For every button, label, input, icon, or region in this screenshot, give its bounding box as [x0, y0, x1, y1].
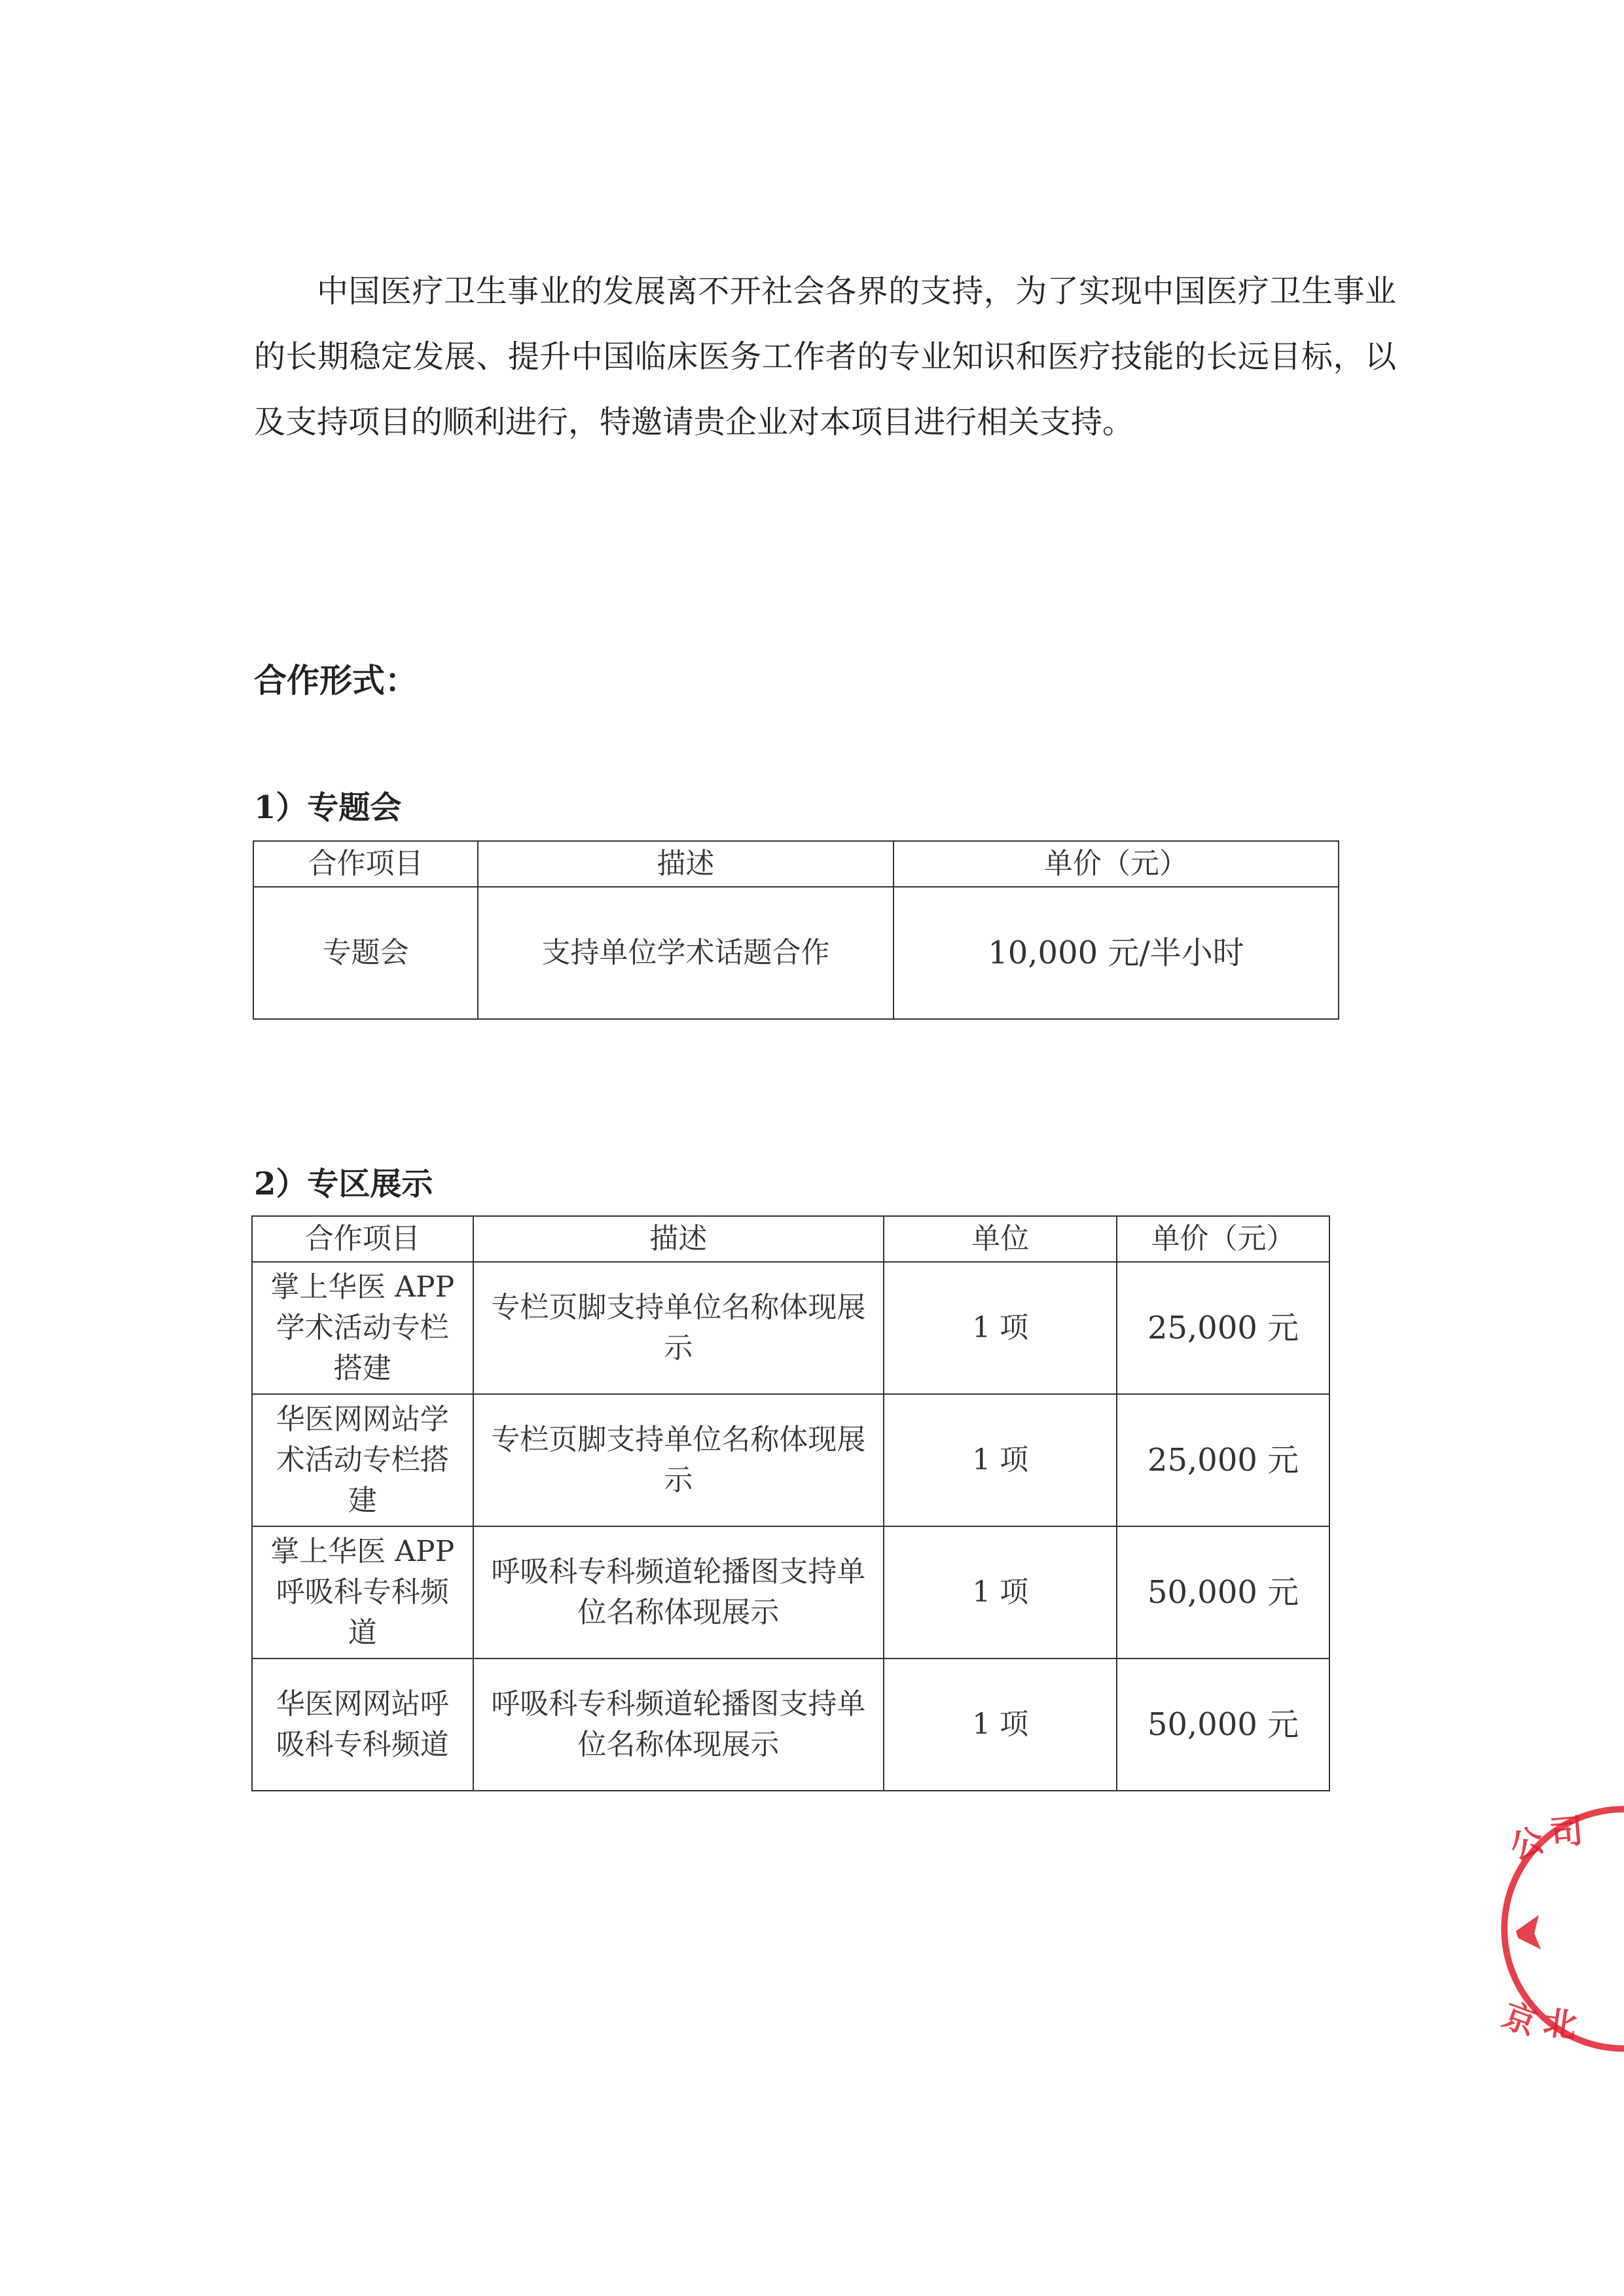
header-cell-desc: 描述: [478, 841, 893, 887]
cell-price: 50,000 元: [1117, 1659, 1329, 1791]
svg-text:北: 北: [1541, 2002, 1579, 2046]
table-row: [252, 1659, 1329, 1791]
table-header-row: [253, 841, 1339, 887]
topic-meeting-table: [253, 840, 1339, 1020]
cell-item: 专题会: [253, 887, 478, 1019]
cell-price: 50,000 元: [1117, 1526, 1329, 1659]
svg-text:京: 京: [1498, 1996, 1542, 2043]
table2-title: 2）专区展示: [254, 1166, 433, 1202]
cell-item: 华医网网站学术活动专栏搭建: [252, 1394, 473, 1526]
header-cell-unit: 单位: [884, 1216, 1117, 1262]
table-row: [252, 1262, 1329, 1394]
company-seal-stamp: [1486, 1741, 1624, 2108]
cell-unit: 1 项: [884, 1262, 1117, 1394]
cell-desc: 专栏页脚支持单位名称体现展示: [473, 1394, 884, 1526]
cell-desc: 支持单位学术话题合作: [478, 887, 893, 1019]
cell-item: 华医网网站呼吸科专科频道: [252, 1659, 473, 1791]
cell-unit: 1 项: [884, 1394, 1117, 1526]
header-cell-price: 单价（元）: [1117, 1216, 1329, 1262]
section-title: 合作形式：: [254, 661, 418, 700]
cell-unit: 1 项: [884, 1659, 1117, 1791]
intro-paragraph: 中国医疗卫生事业的发展离不开社会各界的支持，为了实现中国医疗卫生事业的长期稳定发展、提升中国临床医务工作者的专业知识和医疗技能的长远目标，以及支持项目的顺利进行，特邀请贵企业对本项目进行相关支持。: [254, 273, 1396, 440]
cell-item: 掌上华医 APP 呼吸科专科频道: [252, 1526, 473, 1659]
table-row: [253, 887, 1339, 1019]
cell-unit: 1 项: [884, 1526, 1117, 1659]
table1-title: 1）专题会: [254, 789, 402, 826]
svg-text:司: 司: [1548, 1811, 1585, 1853]
header-cell-item: 合作项目: [252, 1216, 473, 1262]
table-header-row: [252, 1216, 1329, 1262]
header-cell-item: 合作项目: [253, 841, 478, 887]
cell-item: 掌上华医 APP 学术活动专栏搭建: [252, 1262, 473, 1394]
table-row: [252, 1526, 1329, 1659]
svg-text:公: 公: [1504, 1820, 1549, 1868]
cell-desc: 专栏页脚支持单位名称体现展示: [473, 1262, 884, 1394]
cell-price: 25,000 元: [1117, 1262, 1329, 1394]
cell-price: 25,000 元: [1117, 1394, 1329, 1526]
table-row: [252, 1394, 1329, 1526]
zone-display-table: [251, 1215, 1330, 1791]
cell-desc: 呼吸科专科频道轮播图支持单位名称体现展示: [473, 1659, 884, 1791]
cell-desc: 呼吸科专科频道轮播图支持单位名称体现展示: [473, 1526, 884, 1659]
cell-price: 10,000 元/半小时: [893, 887, 1339, 1019]
header-cell-desc: 描述: [473, 1216, 884, 1262]
header-cell-price: 单价（元）: [893, 841, 1339, 887]
